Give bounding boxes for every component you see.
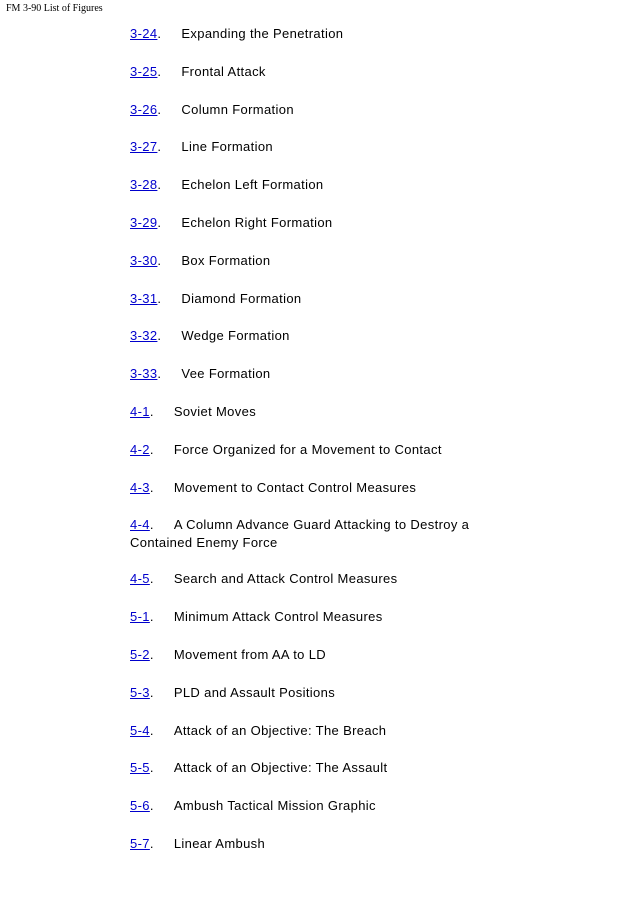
figure-link[interactable]: 5-2: [130, 646, 150, 662]
figure-link[interactable]: 5-1: [130, 609, 150, 625]
figure-title: Attack of an Objective: The Assault: [173, 760, 388, 776]
figure-link[interactable]: 4-3: [130, 479, 150, 495]
figure-title: Frontal Attack: [181, 63, 266, 79]
figure-entry: 3-25. Frontal Attack: [130, 63, 266, 79]
figure-entry: 5-5. Attack of an Objective: The Assault: [130, 760, 388, 776]
figure-entry: 4-5. Search and Attack Control Measures: [130, 571, 398, 587]
figure-entry: 3-28. Echelon Left Formation: [130, 177, 324, 193]
figure-title: PLD and Assault Positions: [173, 684, 336, 700]
figure-title: Column Formation: [181, 101, 294, 117]
figure-entry: 3-31. Diamond Formation: [130, 290, 302, 306]
figure-link[interactable]: 4-5: [130, 571, 150, 587]
figure-title: Force Organized for a Movement to Contact: [173, 441, 442, 457]
figure-entry: 4-1. Soviet Moves: [130, 403, 257, 419]
figure-title: Soviet Moves: [173, 403, 257, 419]
figure-entry: 5-1. Minimum Attack Control Measures: [130, 609, 383, 625]
figure-title: Ambush Tactical Mission Graphic: [173, 798, 376, 814]
figure-title: Movement from AA to LD: [173, 646, 327, 662]
figure-title: Attack of an Objective: The Breach: [173, 722, 387, 738]
figure-entry: 3-33. Vee Formation: [130, 366, 271, 382]
figure-link[interactable]: 3-31: [130, 290, 158, 306]
figure-entry: 5-6. Ambush Tactical Mission Graphic: [130, 798, 376, 814]
figure-entry: 3-26. Column Formation: [130, 101, 294, 117]
figure-entry: 5-4. Attack of an Objective: The Breach: [130, 722, 387, 738]
figure-entry: 3-30. Box Formation: [130, 252, 271, 268]
figure-link[interactable]: 4-1: [130, 403, 150, 419]
figure-title: Wedge Formation: [181, 328, 290, 344]
figure-link[interactable]: 5-4: [130, 722, 150, 738]
figure-title: Box Formation: [181, 252, 271, 268]
figure-link[interactable]: 5-6: [130, 798, 150, 814]
figure-entry: 4-3. Movement to Contact Control Measures: [130, 479, 417, 495]
figure-entry: 4-4. A Column Advance Guard Attacking to Destroy a Contained Enemy Force: [130, 517, 470, 551]
figure-link[interactable]: 3-26: [130, 101, 158, 117]
figure-title: Line Formation: [181, 139, 273, 155]
figure-title: Echelon Left Formation: [181, 177, 324, 193]
figure-title: Echelon Right Formation: [181, 214, 333, 230]
figure-title: Movement to Contact Control Measures: [173, 479, 417, 495]
figure-link[interactable]: 4-4: [130, 517, 150, 533]
figure-entry: 3-32. Wedge Formation: [130, 328, 290, 344]
figure-title: Search and Attack Control Measures: [173, 571, 398, 587]
figure-link[interactable]: 5-5: [130, 760, 150, 776]
figure-title: Vee Formation: [181, 366, 271, 382]
figure-link[interactable]: 3-27: [130, 139, 158, 155]
figure-entry: 3-27. Line Formation: [130, 139, 273, 155]
figure-title: Minimum Attack Control Measures: [173, 609, 383, 625]
figure-link[interactable]: 3-33: [130, 366, 158, 382]
figure-link[interactable]: 3-30: [130, 252, 158, 268]
figure-entry: 4-2. Force Organized for a Movement to Contact: [130, 441, 442, 457]
figure-link[interactable]: 3-32: [130, 328, 158, 344]
figure-entry: 5-7. Linear Ambush: [130, 835, 266, 851]
figure-link[interactable]: 3-29: [130, 214, 158, 230]
figure-entry: 5-3. PLD and Assault Positions: [130, 684, 336, 700]
figure-title: A Column Advance Guard Attacking to Destroy a Contained Enemy Force: [130, 517, 470, 551]
figure-link[interactable]: 5-3: [130, 684, 150, 700]
figure-link[interactable]: 4-2: [130, 441, 150, 457]
figure-title: Expanding the Penetration: [181, 26, 344, 41]
figure-entry: 3-24. Expanding the Penetration: [130, 26, 344, 41]
figure-link[interactable]: 3-24: [130, 26, 158, 41]
figure-link[interactable]: 3-28: [130, 177, 158, 193]
figure-entry: 3-29. Echelon Right Formation: [130, 214, 333, 230]
figure-title: Diamond Formation: [181, 290, 302, 306]
figure-link[interactable]: 3-25: [130, 63, 158, 79]
figure-entry: 5-2. Movement from AA to LD: [130, 646, 327, 662]
figure-title: Linear Ambush: [173, 835, 266, 851]
page-header-title: FM 3-90 List of Figures: [6, 3, 103, 14]
figure-link[interactable]: 5-7: [130, 835, 150, 851]
figure-list: [130, 25, 510, 873]
